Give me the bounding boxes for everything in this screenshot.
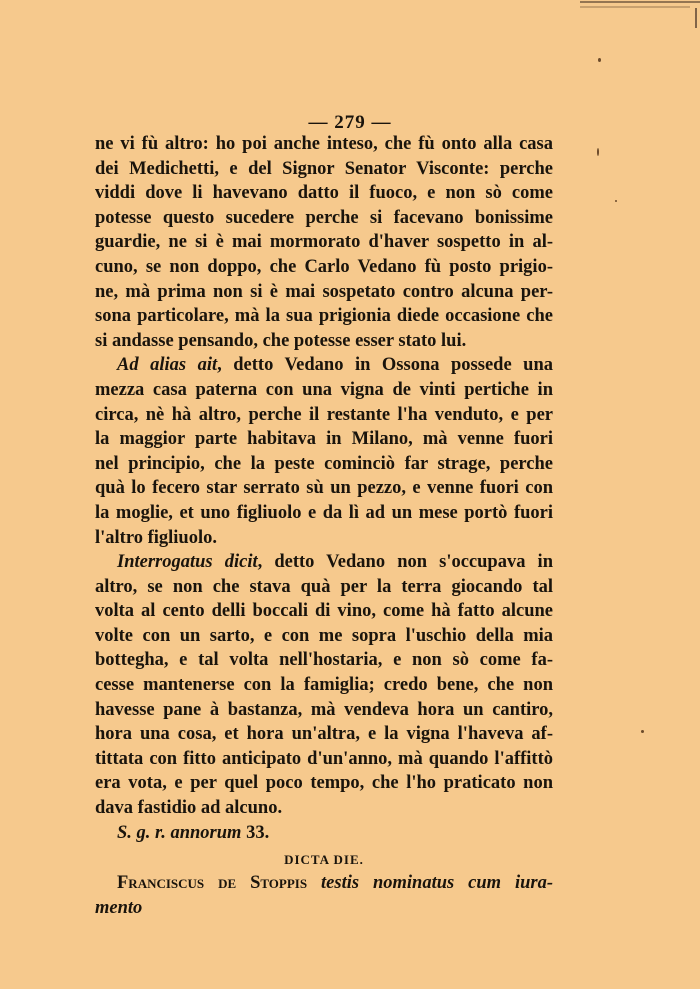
text-line [95,132,553,157]
text-segment: cuno, se non doppo, che Carlo Vedano fù posto prigio- [95,256,553,277]
text-line [95,871,553,896]
italic-text: Interrogatus dicit [117,552,258,573]
text-line [95,747,553,772]
text-segment: mezza casa paterna con una vigna de vinti pertiche in [95,379,553,400]
text-line [95,550,553,575]
text-segment: , detto Vedano in Ossona possede una [217,355,553,376]
text-segment [307,873,321,893]
text-line [95,599,553,624]
text-line [95,821,553,846]
text-segment: quà lo fecero star serrato sù un pezzo, e venne fuori con [95,478,553,499]
italic-text: S. g. r. annorum [117,822,242,843]
text-segment: ne vi fù altro: ho poi anche inteso, che fù onto alla casa [95,134,553,154]
text-segment: era vota, e per quel poco tempo, che l'ho praticato non [95,773,553,794]
page-number: — 279 — [308,112,392,133]
text-line [95,771,553,796]
text-line [95,501,553,526]
text-segment: volte con un sarto, e con me sopra l'uschio della mia [95,625,553,646]
text-line [95,378,553,403]
text-segment: dei Medichetti, e del Signor Senator Visconte: perche [95,158,553,179]
section-heading: DICTA DIE. [284,852,364,868]
text-line [95,304,553,329]
text-line [95,353,553,378]
text-line [95,796,553,821]
italic-text: mento [95,897,143,918]
text-line [95,280,553,305]
italic-text: Ad alias ait [117,355,218,376]
text-line [95,181,553,206]
text-segment: cesse mantenerse con la famiglia; credo bene, che non [95,675,553,696]
text-segment: circa, nè hà altro, perche il restante l'ha venduto, e per [95,404,553,425]
text-line [95,526,553,551]
text-line [95,624,553,649]
text-line [95,648,553,673]
text-line [95,575,553,600]
page-edge-mark [580,0,700,30]
text-segment: potesse questo sucedere perche si facevano bonissime [95,207,553,228]
text-segment: hora una cosa, et hora un'altra, e la vigna l'haveva af- [95,724,553,745]
body-text [95,132,553,920]
text-line [95,896,553,921]
text-segment: sona particolare, mà la sua prigionia diede occasione che [95,306,553,327]
text-line [95,476,553,501]
text-line [95,673,553,698]
text-line [95,230,553,255]
text-line [95,698,553,723]
paper-speck [615,200,617,202]
text-line [95,157,553,182]
text-line [95,206,553,231]
text-line [95,403,553,428]
text-segment: tittata con fitto anticipato d'un'anno, mà quando l'affittò [95,748,553,769]
text-line [95,329,553,354]
text-segment: ne, mà prima non si è mai sospetato contro alcuna per- [95,281,553,302]
text-segment: nel principio, che la peste cominciò far strage, perche [95,453,553,474]
paper-speck [641,730,644,733]
text-segment: , detto Vedano non s'occupava in [257,552,553,573]
paper-speck [598,58,601,62]
text-line [95,452,553,477]
text-segment: dava fastidio ad alcuno. [95,798,283,819]
text-line [95,722,553,747]
text-segment: la maggior parte habitava in Milano, mà venne fuori [95,429,553,450]
smallcaps-name: Franciscus de Stoppis [117,873,308,894]
italic-text: testis nominatus cum iura- [321,873,553,894]
text-segment: guardie, ne si è mai mormorato d'haver sospetto in al- [95,232,553,253]
text-segment: viddi dove li havevano datto il fuoco, e non sò come [95,183,553,204]
text-segment: 33. [241,822,270,843]
text-segment: la moglie, et uno figliuolo e da lì ad un mese portò fuori [95,502,553,523]
text-line [95,255,553,280]
text-segment: bottegha, e tal volta nell'hostaria, e non sò come fa- [95,650,553,671]
text-segment: si andasse pensando, che potesse esser stato lui. [95,330,467,351]
text-segment: volta al cento delli boccali di vino, come hà fatto alcune [95,601,553,622]
paper-speck [597,148,599,156]
text-line [95,427,553,452]
text-segment: altro, se non che stava quà per la terra giocando tal [95,576,553,597]
text-segment: havesse pane à bastanza, mà vendeva hora un cantiro, [95,699,553,720]
text-segment: l'altro figliuolo. [95,527,217,548]
